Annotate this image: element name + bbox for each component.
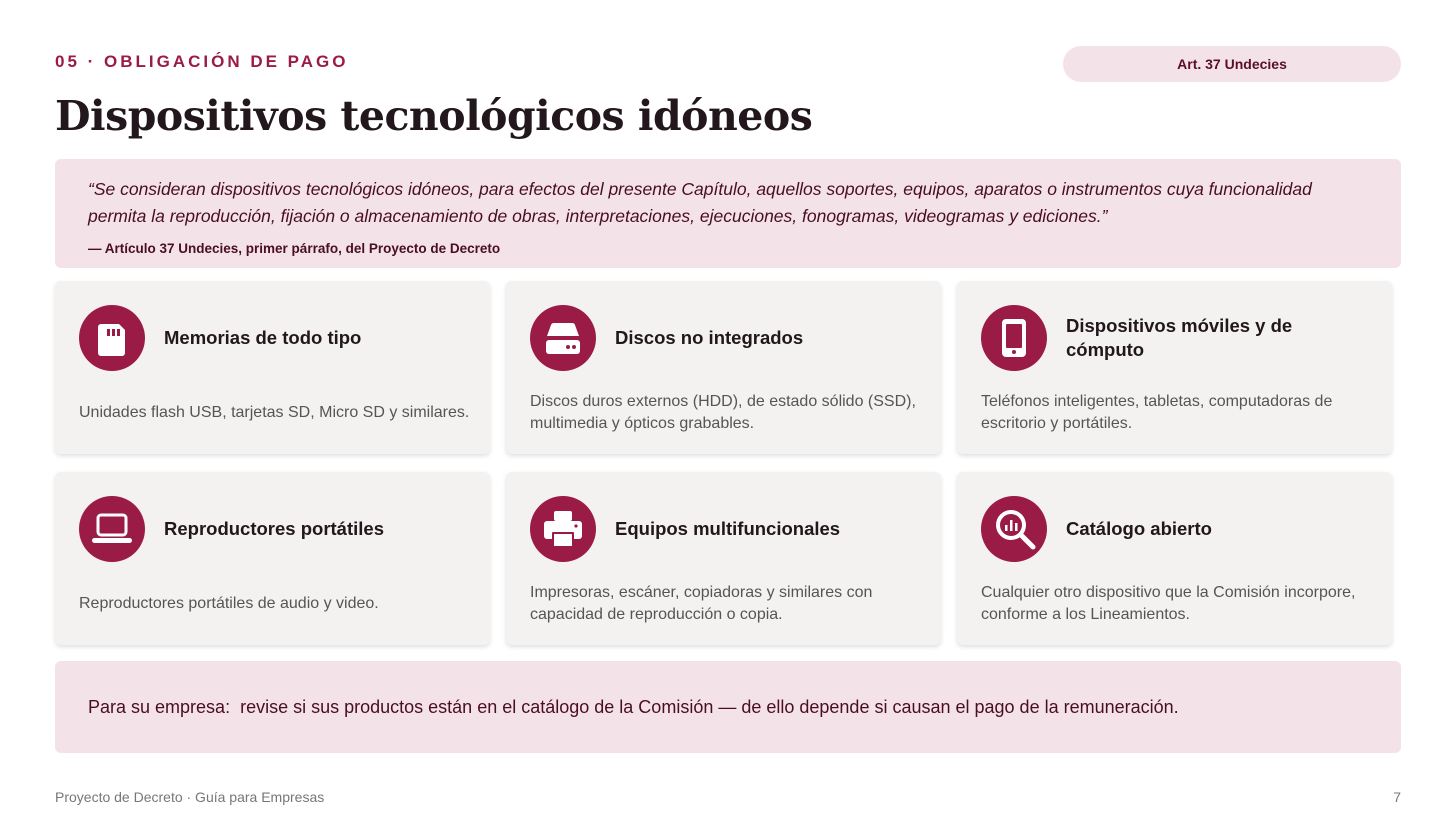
card-description: Cualquier otro dispositivo que la Comisión incorpore, conforme a los Lineamientos. <box>981 583 1356 623</box>
card-title: Equipos multifuncionales <box>615 518 841 539</box>
card-catalogo <box>957 472 1392 645</box>
page-number: 7 <box>1393 789 1401 805</box>
card-title: Dispositivos móviles y de cómputo <box>1066 315 1293 360</box>
quote-box <box>55 159 1401 268</box>
card-discos <box>506 281 941 454</box>
section-label: 05 · OBLIGACIÓN DE PAGO <box>55 52 349 71</box>
card-description: Discos duros externos (HDD), de estado sólido (SSD), multimedia y ópticos grabables. <box>530 392 916 432</box>
quote-source: — Artículo 37 Undecies, primer párrafo, del Proyecto de Decreto <box>88 241 501 256</box>
card-multifuncionales <box>506 472 941 645</box>
footer-document-title: Proyecto de Decreto · Guía para Empresas <box>55 789 325 805</box>
hard-drive-icon <box>530 305 596 371</box>
search-chart-icon <box>981 496 1047 562</box>
article-badge <box>1063 46 1401 82</box>
card-description: Teléfonos inteligentes, tabletas, computadoras de escritorio y portátiles. <box>981 392 1333 432</box>
card-title: Discos no integrados <box>615 327 804 348</box>
page-title: Dispositivos tecnológicos idóneos <box>55 92 813 140</box>
callout-lead: Para su empresa: <box>88 696 241 717</box>
mobile-phone-icon <box>981 305 1047 371</box>
article-badge-label: Art. 37 Undecies <box>1177 56 1287 72</box>
card-title: Catálogo abierto <box>1066 518 1212 539</box>
card-reproductores <box>55 472 490 645</box>
printer-icon <box>530 496 596 562</box>
card-description: Impresoras, escáner, copiadoras y similares con capacidad de reproducción o copia. <box>530 583 873 623</box>
card-memorias <box>55 281 490 454</box>
card-description: Reproductores portátiles de audio y video. <box>79 594 379 612</box>
card-description: Unidades flash USB, tarjetas SD, Micro SD y similares. <box>79 403 470 421</box>
quote-text: “Se consideran dispositivos tecnológicos idóneos, para efectos del presente Capítulo, aquellos soportes, equipos, aparatos o instrumentos cuya funcionalidad permita la reproducción, fijación o almacenamiento de obras, interpretaciones, ejecuciones, fonogramas, videogramas y ediciones.” <box>88 179 1312 226</box>
laptop-icon <box>79 496 145 562</box>
card-title: Reproductores portátiles <box>164 518 384 539</box>
company-callout <box>55 661 1401 753</box>
callout-text: revise si sus productos están en el catálogo de la Comisión — de ello depende si causan el pago de la remuneración. <box>240 696 1179 717</box>
card-dispositivos-moviles <box>957 281 1392 454</box>
card-title: Memorias de todo tipo <box>164 327 362 348</box>
memory-card-icon <box>79 305 145 371</box>
